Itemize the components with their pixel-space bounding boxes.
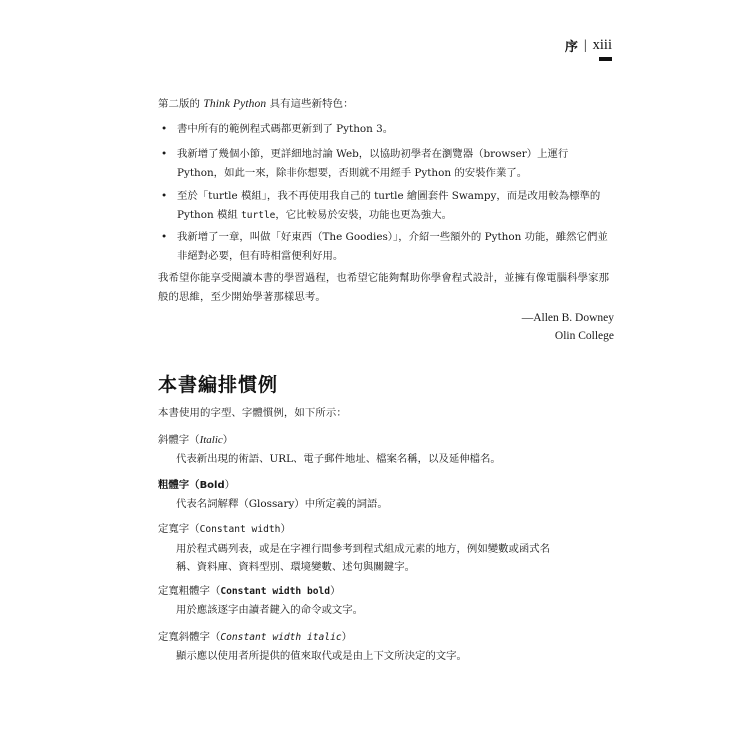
page-number: xiii — [592, 37, 612, 53]
book-title: Think Python — [203, 98, 267, 110]
convention-term — [158, 628, 352, 647]
convention-term — [158, 431, 233, 449]
term-prefix: 定寬字（ — [158, 523, 200, 535]
term-suffix: ） — [280, 523, 291, 535]
term-sample-mono: Constant width — [199, 524, 281, 535]
convention-description: 代表名詞解釋（Glossary）中所定義的詞語。 — [176, 498, 388, 510]
feature-item — [161, 228, 613, 267]
feature-item — [161, 187, 613, 226]
feature-text-before: 至於「turtle 模組」，我不再使用我自己的 turtle 繪圖套件 Swampy，而是改用較為標準的 Python 模組 — [177, 190, 601, 222]
closing-paragraph: 我希望你能享受閱讀本書的學習過程，也希望它能夠幫助你學會程式設計，並擁有像電腦科學家那般的思維，至少開始學著那樣思考。 — [158, 272, 610, 304]
section-title: 本書編排慣例 — [158, 374, 279, 396]
convention-description-line: 用於程式碼列表，或是在字裡行間參考到程式組成元素的地方，例如變數或函式名 — [176, 543, 551, 555]
convention-term — [158, 476, 235, 495]
header-separator: | — [583, 37, 587, 53]
bullet-icon: • — [161, 231, 168, 243]
term-suffix: ） — [224, 479, 236, 491]
term-sample-bold: Bold — [199, 480, 225, 491]
feature-text: 書中所有的範例程式碼都更新到了 Python 3。 — [177, 123, 394, 135]
convention-description-line: 稱、資料庫、資料型別、環境變數、述句與關鍵字。 — [176, 561, 415, 573]
bullet-icon: • — [161, 190, 168, 202]
bullet-icon: • — [161, 123, 168, 135]
feature-text: 我新增了幾個小節，更詳細地討論 Web，以協助初學者在瀏覽器（browser）上運行 Python，如此一來，除非你想要，否則就不用經手 Python 的安裝作業了。 — [177, 148, 569, 180]
intro-suffix: 具有這些新特色： — [266, 98, 354, 110]
term-sample-mono-bold: Constant width bold — [220, 586, 331, 597]
feature-text: 我新增了一章，叫做「好東西（The Goodies）」，介紹一些額外的 Python 功能，雖然它們並非絕對必要，但有時相當便利好用。 — [177, 231, 608, 263]
signature-affiliation: Olin College — [554, 330, 614, 342]
convention-term — [158, 582, 340, 601]
convention-description: 顯示應以使用者所提供的值來取代或是由上下文所決定的文字。 — [176, 650, 467, 662]
running-header — [565, 36, 612, 55]
term-suffix: ） — [222, 434, 234, 446]
section-intro: 本書使用的字型、字體慣例，如下所示： — [158, 407, 347, 419]
term-prefix: 粗體字（ — [158, 479, 200, 491]
term-suffix: ） — [341, 631, 353, 643]
intro-prefix: 第二版的 — [158, 98, 204, 110]
term-prefix: 定寬粗體字（ — [158, 585, 221, 597]
term-sample-italic: Italic — [199, 434, 223, 446]
signature-author: —Allen B. Downey — [521, 312, 614, 324]
code-turtle: turtle — [241, 210, 276, 222]
convention-description: 代表新出現的術語、URL、電子郵件地址、檔案名稱，以及延伸檔名。 — [176, 453, 501, 465]
term-sample-mono-italic: Constant width italic — [220, 632, 342, 643]
term-prefix: 定寬斜體字（ — [158, 631, 221, 643]
feature-text-after: ，它比較易於安裝，功能也更為強大。 — [275, 209, 453, 222]
intro-paragraph — [158, 95, 613, 114]
convention-description: 用於應該逐字由讀者鍵入的命令或文字。 — [176, 604, 364, 616]
bullet-icon: • — [161, 148, 168, 160]
feature-item — [161, 120, 613, 139]
term-prefix: 斜體字（ — [158, 434, 200, 446]
term-suffix: ） — [330, 585, 341, 597]
convention-term — [158, 520, 291, 539]
chapter-label: 序 — [564, 40, 578, 55]
feature-text — [177, 187, 613, 226]
feature-item — [161, 145, 613, 184]
header-thumb-tab — [599, 57, 612, 61]
